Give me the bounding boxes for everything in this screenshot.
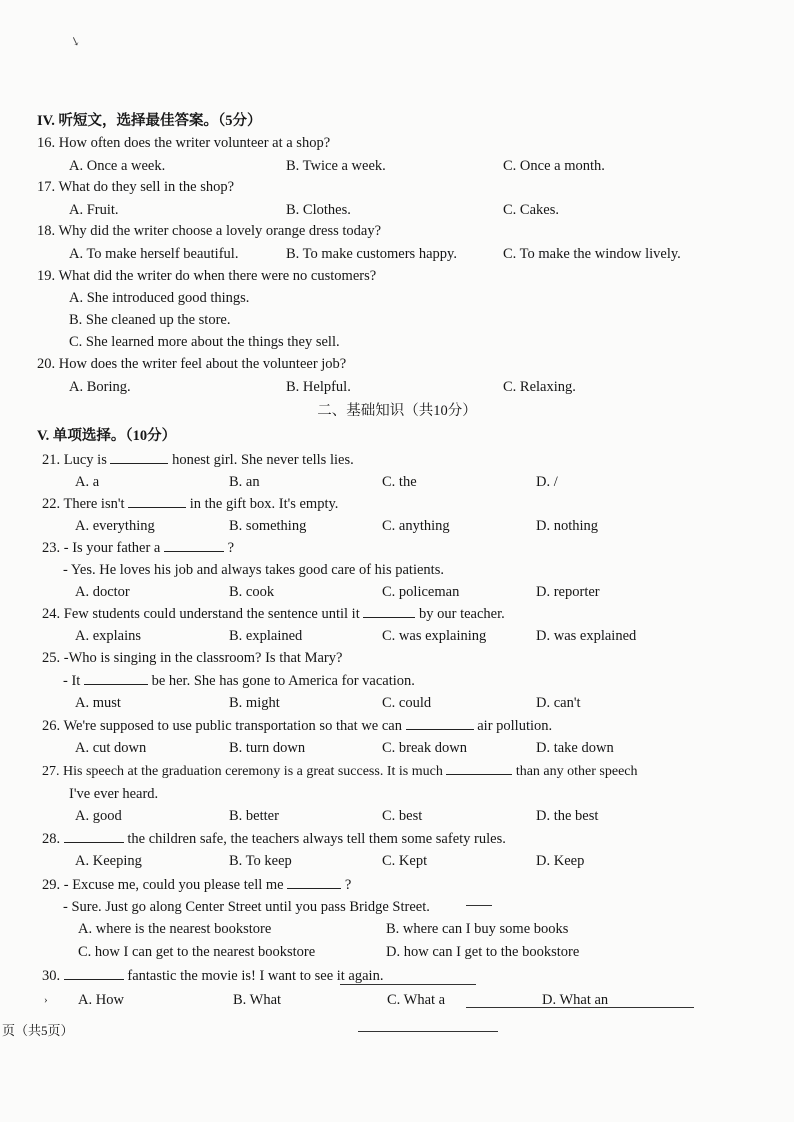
question-23-option-a: A. doctor bbox=[75, 584, 130, 600]
answer-blank bbox=[164, 539, 224, 552]
question-25-stem: 25. -Who is singing in the classroom? Is that Mary? bbox=[42, 650, 343, 666]
question-18-option-b: B. To make customers happy. bbox=[286, 246, 457, 262]
question-21-option-a: A. a bbox=[75, 474, 100, 490]
question-26-stem-start: 26. We're supposed to use public transportation so that we can bbox=[42, 718, 402, 734]
question-23-stem-start: 23. - Is your father a bbox=[42, 540, 161, 556]
question-22-option-c: C. anything bbox=[382, 518, 450, 534]
question-26-option-c: C. break down bbox=[382, 740, 467, 756]
question-24-option-d: D. was explained bbox=[536, 628, 637, 644]
footer-rule bbox=[358, 1031, 498, 1032]
question-27-option-a: A. good bbox=[75, 808, 122, 824]
question-27-stem bbox=[42, 762, 638, 781]
question-25-reply-end: be her. She has gone to America for vacation. bbox=[151, 673, 415, 689]
question-21-option-b: B. an bbox=[229, 474, 260, 490]
question-27-stem-continued: I've ever heard. bbox=[69, 786, 159, 802]
question-27-option-c: C. best bbox=[382, 808, 423, 824]
question-16-option-a: A. Once a week. bbox=[69, 158, 166, 174]
page-footer: 页（共5页） bbox=[2, 1023, 74, 1038]
question-23-option-c: C. policeman bbox=[382, 584, 460, 600]
question-28-stem-start: 28. bbox=[42, 831, 61, 847]
pen-underline bbox=[340, 984, 476, 985]
margin-mark: › bbox=[44, 994, 48, 1006]
question-30-option-c: C. What a bbox=[387, 992, 446, 1008]
question-21-stem bbox=[42, 451, 354, 469]
question-17-stem: 17. What do they sell in the shop? bbox=[37, 179, 235, 195]
answer-blank bbox=[64, 967, 124, 980]
question-24-option-c: C. was explaining bbox=[382, 628, 487, 644]
question-22-stem-start: 22. There isn't bbox=[42, 496, 125, 512]
question-28-option-b: B. To keep bbox=[229, 853, 292, 869]
question-17-option-b: B. Clothes. bbox=[286, 202, 351, 218]
question-23-option-d: D. reporter bbox=[536, 584, 600, 600]
question-22-option-d: D. nothing bbox=[536, 518, 599, 534]
question-25-option-d: D. can't bbox=[536, 695, 581, 711]
question-21-option-d: D. / bbox=[536, 474, 558, 490]
question-19-option-c: C. She learned more about the things they sell. bbox=[69, 334, 340, 350]
question-27-option-d: D. the best bbox=[536, 808, 599, 824]
question-21-option-c: C. the bbox=[382, 474, 417, 490]
question-26-option-b: B. turn down bbox=[229, 740, 306, 756]
question-30-option-a: A. How bbox=[78, 992, 124, 1008]
scan-mark: ↘ bbox=[68, 32, 83, 50]
question-28-option-a: A. Keeping bbox=[75, 853, 142, 869]
answer-blank bbox=[64, 830, 124, 843]
question-30-option-d: D. What an bbox=[542, 992, 609, 1008]
question-19-stem: 19. What did the writer do when there were no customers? bbox=[37, 268, 377, 284]
question-22-option-a: A. everything bbox=[75, 518, 155, 534]
question-24-stem bbox=[42, 605, 505, 623]
answer-blank bbox=[110, 451, 168, 464]
question-29-option-a: A. where is the nearest bookstore bbox=[78, 921, 272, 937]
question-29-option-b: B. where can I buy some books bbox=[386, 921, 569, 937]
question-23-stem bbox=[42, 539, 234, 557]
question-25-reply bbox=[63, 672, 415, 690]
question-23-reply: - Yes. He loves his job and always takes good care of his patients. bbox=[63, 562, 444, 578]
question-26-stem-end: air pollution. bbox=[477, 718, 553, 734]
question-29-stem-start: 29. - Excuse me, could you please tell me bbox=[42, 877, 284, 893]
question-17-option-a: A. Fruit. bbox=[69, 202, 119, 218]
section-heading-listening: IV. 听短文，选择最佳答案。（5分） bbox=[37, 113, 262, 129]
answer-blank bbox=[84, 672, 148, 685]
question-21-stem-start: 21. Lucy is bbox=[42, 452, 107, 468]
question-29-option-d: D. how can I get to the bookstore bbox=[386, 944, 580, 960]
question-30-stem-start: 30. bbox=[42, 968, 61, 984]
question-29-stem bbox=[42, 876, 351, 894]
question-30-stem bbox=[42, 967, 383, 985]
question-28-stem-end: the children safe, the teachers always tell them some safety rules. bbox=[127, 831, 506, 847]
question-24-stem-start: 24. Few students could understand the sentence until it bbox=[42, 606, 360, 622]
pen-underline bbox=[466, 1007, 694, 1008]
question-18-option-c: C. To make the window lively. bbox=[503, 246, 681, 262]
question-25-reply-start: - It bbox=[63, 673, 81, 689]
answer-blank bbox=[128, 495, 186, 508]
question-20-option-b: B. Helpful. bbox=[286, 379, 351, 395]
question-27-stem-end: than any other speech bbox=[515, 764, 638, 779]
question-24-option-b: B. explained bbox=[229, 628, 303, 644]
question-25-option-b: B. might bbox=[229, 695, 280, 711]
question-20-option-c: C. Relaxing. bbox=[503, 379, 576, 395]
question-26-option-d: D. take down bbox=[536, 740, 614, 756]
question-27-option-b: B. better bbox=[229, 808, 279, 824]
question-20-option-a: A. Boring. bbox=[69, 379, 131, 395]
question-26-option-a: A. cut down bbox=[75, 740, 147, 756]
question-19-option-b: B. She cleaned up the store. bbox=[69, 312, 231, 328]
question-26-stem bbox=[42, 717, 552, 735]
question-22-option-b: B. something bbox=[229, 518, 307, 534]
question-20-stem: 20. How does the writer feel about the volunteer job? bbox=[37, 356, 347, 372]
question-23-option-b: B. cook bbox=[229, 584, 275, 600]
question-29-stem-end: ? bbox=[344, 877, 352, 893]
question-16-option-b: B. Twice a week. bbox=[286, 158, 386, 174]
question-28-stem bbox=[42, 830, 506, 848]
question-25-option-c: C. could bbox=[382, 695, 432, 711]
question-29-reply: - Sure. Just go along Center Street until you pass Bridge Street. bbox=[63, 899, 430, 915]
question-18-stem: 18. Why did the writer choose a lovely orange dress today? bbox=[37, 223, 382, 239]
question-23-stem-end: ? bbox=[227, 540, 235, 556]
answer-blank bbox=[406, 717, 474, 730]
question-27-stem-start: 27. His speech at the graduation ceremony is a great success. It is much bbox=[42, 764, 443, 779]
question-29-option-c: C. how I can get to the nearest bookstore bbox=[78, 944, 316, 960]
pen-stroke bbox=[466, 905, 492, 906]
question-28-option-d: D. Keep bbox=[536, 853, 585, 869]
question-18-option-a: A. To make herself beautiful. bbox=[69, 246, 239, 262]
question-21-stem-end: honest girl. She never tells lies. bbox=[172, 452, 354, 468]
question-17-option-c: C. Cakes. bbox=[503, 202, 559, 218]
answer-blank bbox=[446, 762, 512, 775]
question-16-stem: 16. How often does the writer volunteer at a shop? bbox=[37, 135, 331, 151]
question-28-option-c: C. Kept bbox=[382, 853, 428, 869]
question-24-option-a: A. explains bbox=[75, 628, 142, 644]
answer-blank bbox=[287, 876, 341, 889]
section-heading-single-choice: V. 单项选择。（10分） bbox=[37, 428, 177, 444]
answer-blank bbox=[363, 605, 415, 618]
question-19-option-a: A. She introduced good things. bbox=[69, 290, 250, 306]
question-30-option-b: B. What bbox=[233, 992, 282, 1008]
question-22-stem-end: in the gift box. It's empty. bbox=[189, 496, 339, 512]
question-22-stem bbox=[42, 495, 338, 513]
part-heading-basic-knowledge: 二、基础知识（共10分） bbox=[317, 403, 477, 419]
question-24-stem-end: by our teacher. bbox=[418, 606, 505, 622]
question-16-option-c: C. Once a month. bbox=[503, 158, 605, 174]
question-25-option-a: A. must bbox=[75, 695, 121, 711]
question-30-stem-end: fantastic the movie is! I want to see it again. bbox=[127, 968, 384, 984]
